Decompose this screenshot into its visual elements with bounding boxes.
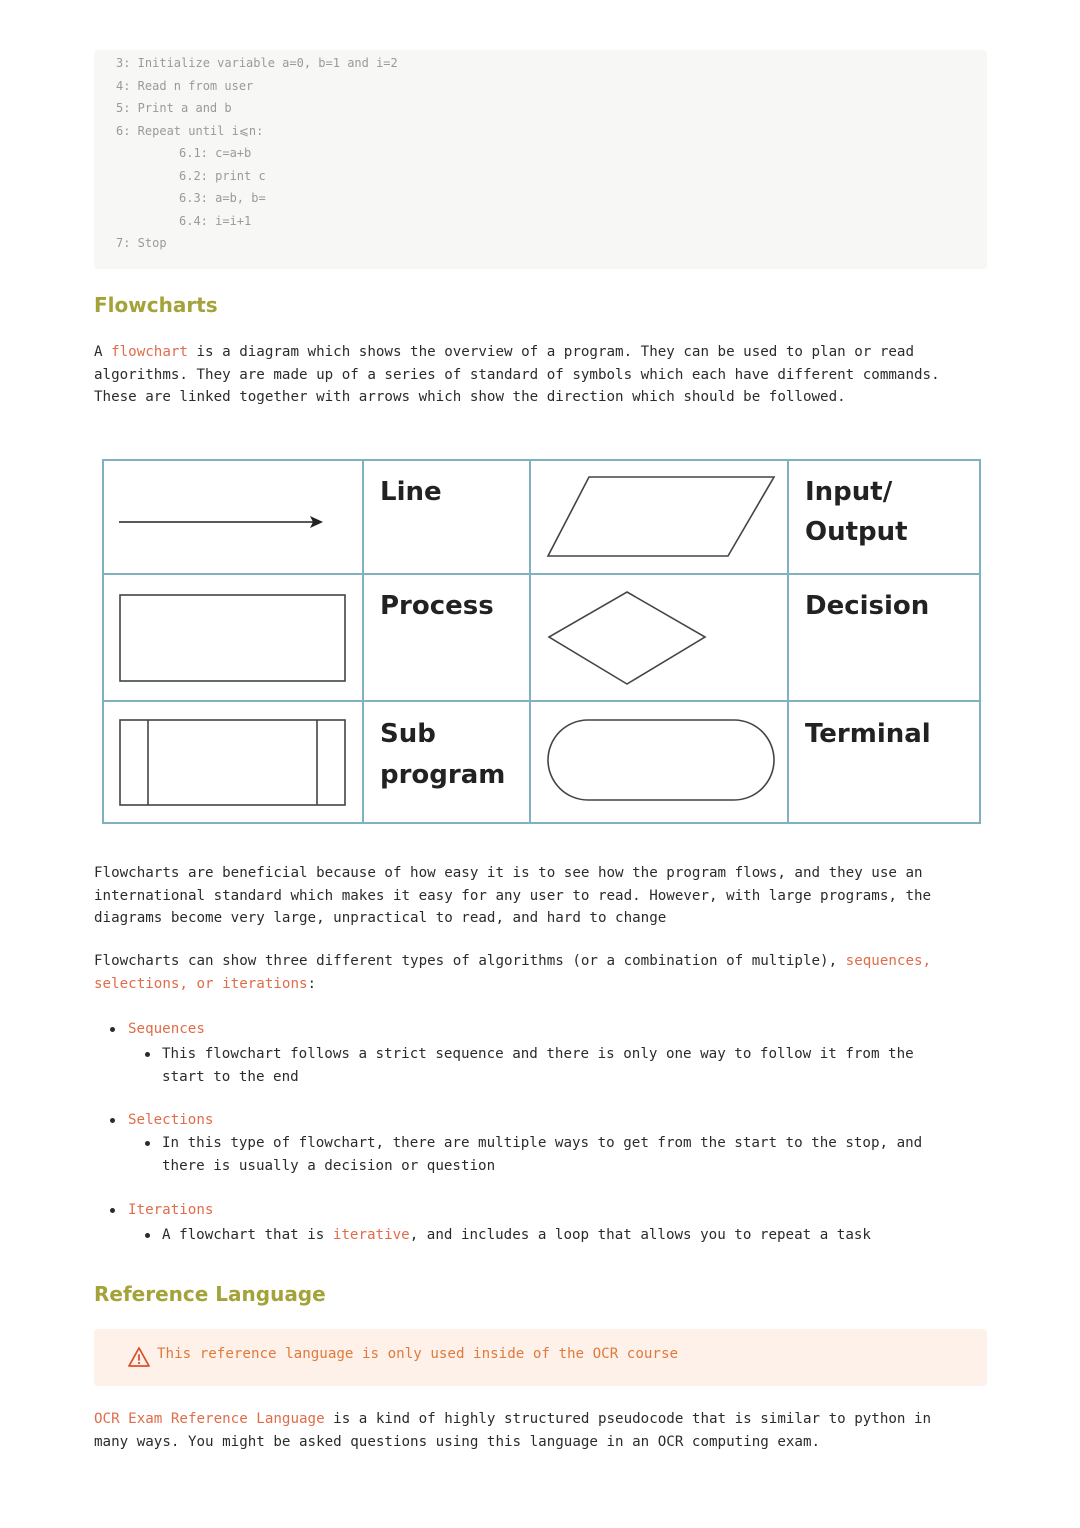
input-output-symbol — [548, 477, 774, 556]
bullet-dot — [110, 1208, 115, 1213]
types-paragraph — [94, 950, 994, 995]
reference-paragraph — [94, 1408, 994, 1453]
process-symbol — [120, 595, 345, 681]
code-line: 6.3: a=b, b= — [179, 191, 266, 205]
selections-iterations-highlight: selections, or iterations — [94, 975, 308, 992]
warning-callout — [94, 1329, 987, 1386]
section-heading-reference-language: Reference Language — [94, 1282, 326, 1306]
list-subitem: In this type of flowchart, there are multiple ways to get from the start to the stop, and there is usually a decision or question — [162, 1135, 923, 1174]
code-line: 5: Print a and b — [116, 101, 232, 115]
subprogram-symbol — [120, 720, 345, 805]
list-subitem: This flowchart follows a strict sequence and there is only one way to follow it from the start to the end — [162, 1046, 914, 1085]
intro-line-1: A flowchart is a diagram which shows the overview of a program. They can be used to plan or read — [94, 344, 915, 360]
types-line-2: selections, or iterations: — [94, 975, 317, 992]
callout-text: This reference language is only used inside of the OCR course — [157, 1346, 679, 1362]
reference-line-2: many ways. You might be asked questions using this language in an OCR computing exam. — [94, 1433, 821, 1450]
sequences-highlight: sequences, — [845, 953, 932, 969]
code-line: 6.1: c=a+b — [179, 146, 252, 160]
label-input-output-2: Output — [805, 517, 908, 547]
iterative-highlight: iterative — [332, 1227, 410, 1243]
list-subitem: A flowchart that is iterative, and includes a loop that allows you to repeat a task — [162, 1227, 871, 1243]
bullet-dot — [145, 1233, 150, 1238]
bullet-dot — [110, 1027, 115, 1032]
code-line: 3: Initialize variable a=0, b=1 and i=2 — [116, 56, 398, 70]
label-input-output-1: Input/ — [805, 477, 893, 507]
intro-paragraph — [94, 341, 994, 409]
label-subprogram-1: Sub — [380, 719, 436, 749]
benefits-line-3: diagrams become very large, unpractical to read, and hard to change — [94, 910, 667, 926]
code-line: 6.4: i=i+1 — [179, 214, 252, 228]
code-line: 6.2: print c — [179, 169, 266, 183]
code-line: 4: Read n from user — [116, 79, 254, 93]
line-arrow-symbol — [119, 516, 323, 528]
benefits-paragraph — [94, 862, 994, 930]
bullet-dot — [145, 1052, 150, 1057]
label-subprogram-2: program — [380, 760, 506, 790]
label-line: Line — [380, 477, 442, 507]
label-decision: Decision — [805, 591, 930, 621]
intro-line-3: These are linked together with arrows which show the direction which should be followed. — [94, 389, 846, 405]
ocr-reference-highlight: OCR Exam Reference Language — [94, 1411, 325, 1427]
intro-line-2: algorithms. They are made up of a series of standard of symbols which each have different commands. — [94, 366, 940, 383]
benefits-line-2: international standard which makes it easy for any user to read. However, with large programs, the — [94, 887, 932, 904]
warning-icon — [127, 1345, 151, 1369]
flowchart-highlight: flowchart — [111, 344, 188, 360]
bullet-dot — [110, 1118, 115, 1123]
list-item-iterations: Iterations — [128, 1202, 214, 1218]
label-terminal: Terminal — [805, 719, 931, 749]
benefits-line-1: Flowcharts are beneficial because of how easy it is to see how the program flows, and they use an — [94, 865, 923, 881]
decision-symbol — [549, 592, 705, 684]
code-line: 7: Stop — [116, 236, 167, 250]
code-block — [94, 50, 987, 269]
bullet-dot — [145, 1141, 150, 1146]
code-line: 6: Repeat until i⩽n: — [116, 124, 264, 138]
list-item-selections: Selections — [128, 1112, 214, 1128]
section-heading-flowcharts: Flowcharts — [94, 293, 218, 317]
list-item-sequences: Sequences — [128, 1021, 205, 1037]
terminal-symbol — [548, 720, 774, 800]
types-line-1: Flowcharts can show three different types of algorithms (or a combination of multiple), sequences, — [94, 953, 932, 969]
flowchart-symbols-table — [102, 459, 981, 824]
reference-line-1: OCR Exam Reference Language is a kind of highly structured pseudocode that is similar to python in — [94, 1411, 932, 1427]
label-process: Process — [380, 591, 494, 621]
